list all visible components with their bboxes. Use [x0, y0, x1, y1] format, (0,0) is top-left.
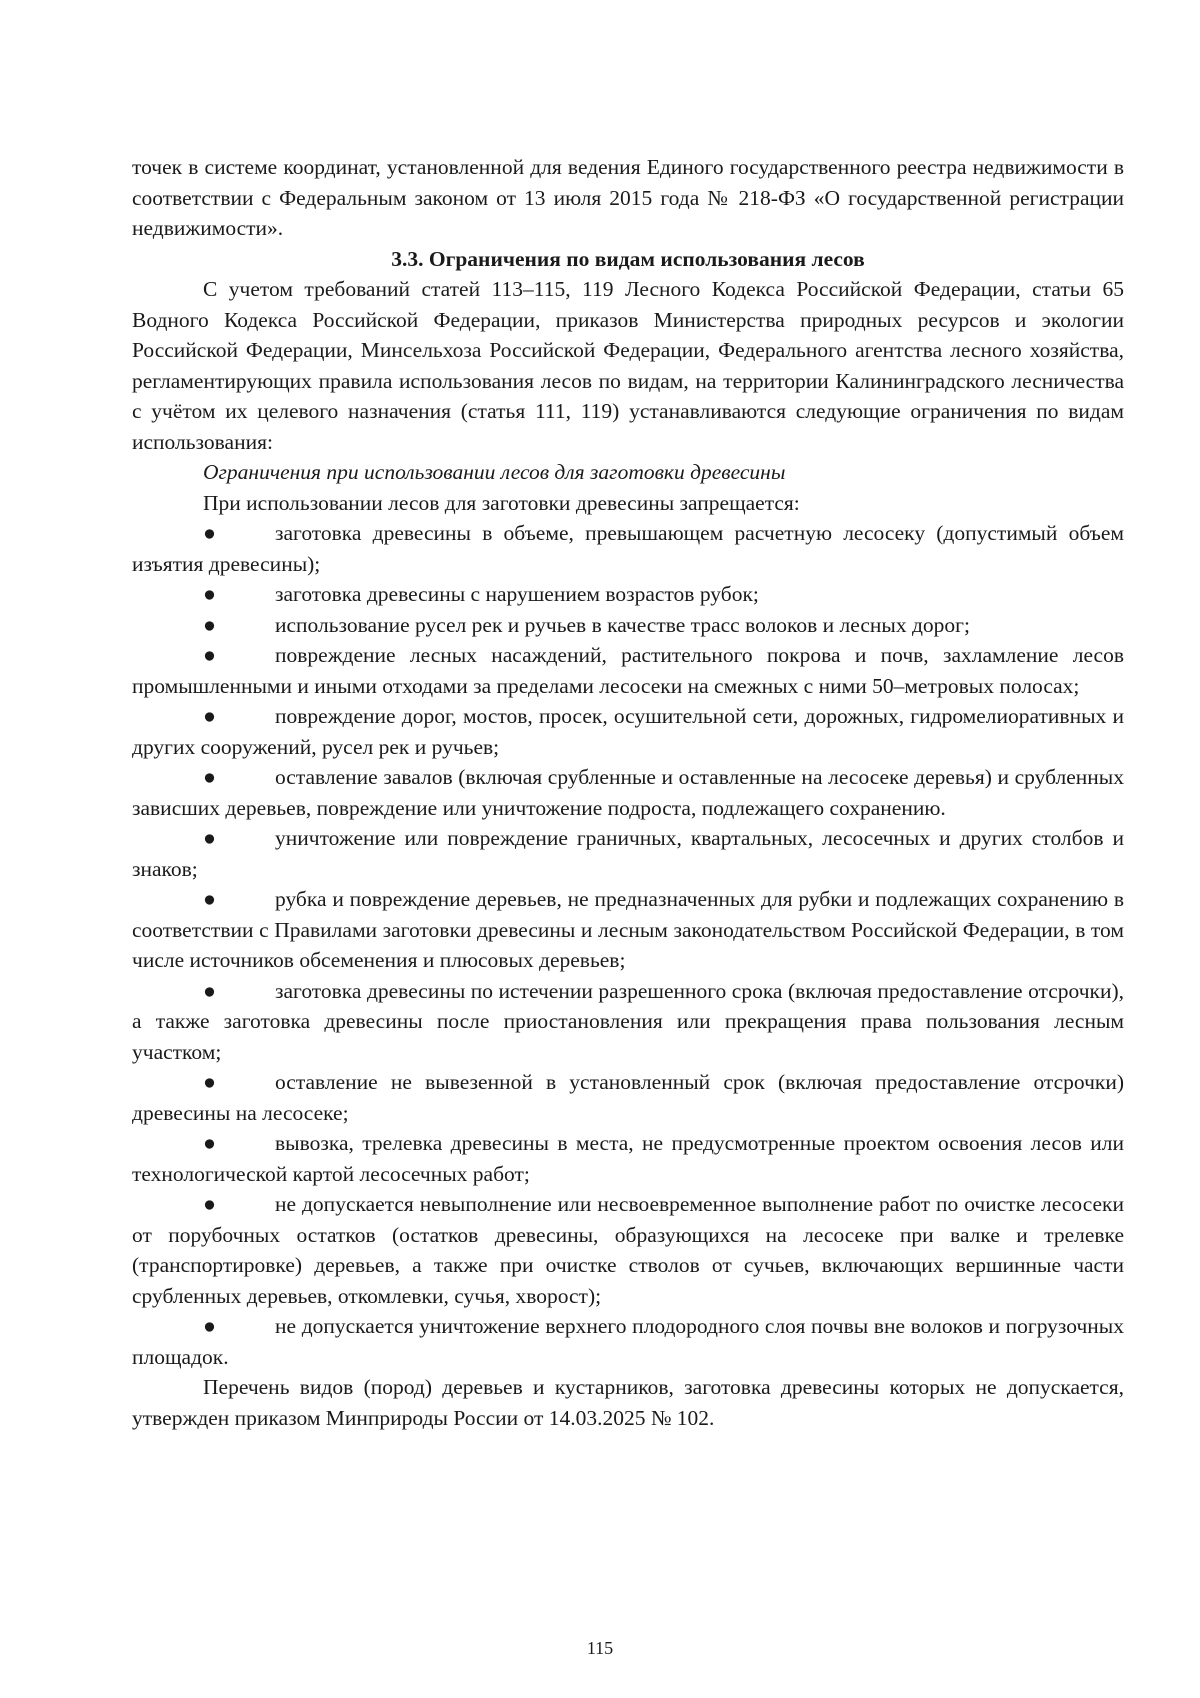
list-item-text: рубка и повреждение деревьев, не предназначенных для рубки и подлежащих сохранению в соответствии с Правилами заготовки древесины и лесным законодательством Российской Федерации, в том числе источников обсеменения и плюсовых деревьев;	[132, 887, 1124, 972]
bullet-icon: ●	[203, 765, 216, 789]
list-item-text: заготовка древесины с нарушением возрастов рубок;	[275, 582, 759, 606]
prohibitions-list	[132, 518, 1124, 1372]
list-item	[132, 518, 1124, 579]
prohibited-lead-paragraph: При использовании лесов для заготовки древесины запрещается:	[203, 490, 800, 515]
list-item-text: вывозка, трелевка древесины в места, не предусмотренные проектом освоения лесов или технологической картой лесосечных работ;	[132, 1131, 1124, 1186]
bullet-icon: ●	[203, 521, 216, 545]
list-item	[132, 976, 1124, 1068]
list-item	[132, 1311, 1124, 1372]
list-item	[132, 762, 1124, 823]
bullet-icon: ●	[203, 1070, 216, 1094]
list-item-text: оставление не вывезенной в установленный срок (включая предоставление отсрочки) древесины на лесосеке;	[132, 1070, 1124, 1125]
bullet-icon: ●	[203, 1192, 216, 1216]
bullet-icon: ●	[203, 887, 216, 911]
list-item-text: заготовка древесины по истечении разрешенного срока (включая предоставление отсрочки), а также заготовка древесины после приостановления или прекращения права пользования лесным участком;	[132, 978, 1124, 1064]
list-item-text: не допускается уничтожение верхнего плодородного слоя почвы вне волоков и погрузочных площадок.	[132, 1314, 1124, 1369]
bullet-icon: ●	[203, 612, 216, 637]
list-item	[132, 1189, 1124, 1311]
restrictions-intro-paragraph: С учетом требований статей 113–115, 119 Лесного Кодекса Российской Федерации, статьи 65 Водного Кодекса Российской Федерации, приказов Министерства природных ресурсов и экологии Российской Федерации, Минсельхоза Российской Федерации, Федерального агентства лесного хозяйства, регламентирующих правила использования лесов по видам, на территории Калининградского лесничества с учётом их целевого назначения (статья 111, 119) устанавливаются следующие ограничения по видам использования:	[132, 277, 1124, 454]
list-item-text: уничтожение или повреждение граничных, квартальных, лесосечных и других столбов и знаков;	[132, 826, 1124, 881]
list-item	[132, 640, 1124, 701]
timber-harvesting-subheading: Ограничения при использовании лесов для заготовки древесины	[203, 460, 786, 484]
list-item	[132, 610, 1124, 641]
bullet-icon: ●	[203, 1314, 216, 1338]
list-item-text: заготовка древесины в объеме, превышающем расчетную лесосеку (допустимый объем изъятия древесины);	[132, 521, 1124, 576]
page-number: 115	[586, 1638, 614, 1658]
list-item	[132, 701, 1124, 762]
list-item-text: повреждение дорог, мостов, просек, осушительной сети, дорожных, гидромелиоративных и других сооружений, русел рек и ручьев;	[132, 704, 1124, 759]
list-item	[132, 1067, 1124, 1128]
list-item-text: оставление завалов (включая срубленные и оставленные на лесосеке деревья) и срубленных зависших деревьев, повреждение или уничтожение подроста, подлежащего сохранению.	[132, 765, 1124, 820]
list-item-text: не допускается невыполнение или несвоевременное выполнение работ по очистке лесосеки от порубочных остатков (остатков древесины, образующихся на лесосеке при валке и трелевке (транспортировке) деревьев, а также при очистке стволов от сучьев, включающих вершинные части срубленных деревьев, откомлевки, сучья, хворост);	[132, 1192, 1124, 1308]
bullet-icon: ●	[203, 643, 216, 667]
list-item-text: повреждение лесных насаждений, растительного покрова и почв, захламление лесов промышленными и иными отходами за пределами лесосеки на смежных с ними 50–метровых полосах;	[132, 643, 1124, 698]
list-item	[132, 884, 1124, 976]
bullet-icon: ●	[203, 978, 216, 1003]
section-heading: 3.3. Ограничения по видам использования лесов	[391, 246, 865, 271]
document-page	[132, 152, 1124, 1433]
list-item	[132, 1128, 1124, 1189]
list-item	[132, 579, 1124, 610]
bullet-icon: ●	[203, 826, 216, 850]
list-item	[132, 823, 1124, 884]
intro-paragraph: точек в системе координат, установленной для ведения Единого государственного реестра недвижимости в соответствии с Федеральным законом от 13 июля 2015 года № 218-ФЗ «О государственной регистрации недвижимости».	[132, 155, 1124, 240]
bullet-icon: ●	[203, 1131, 216, 1155]
bullet-icon: ●	[203, 704, 216, 728]
bullet-icon: ●	[203, 582, 216, 606]
list-item-text: использование русел рек и ручьев в качестве трасс волоков и лесных дорог;	[275, 612, 970, 637]
closing-paragraph: Перечень видов (пород) деревьев и кустарников, заготовка древесины которых не допускается, утвержден приказом Минприроды России от 14.03.2025 № 102.	[132, 1375, 1124, 1430]
